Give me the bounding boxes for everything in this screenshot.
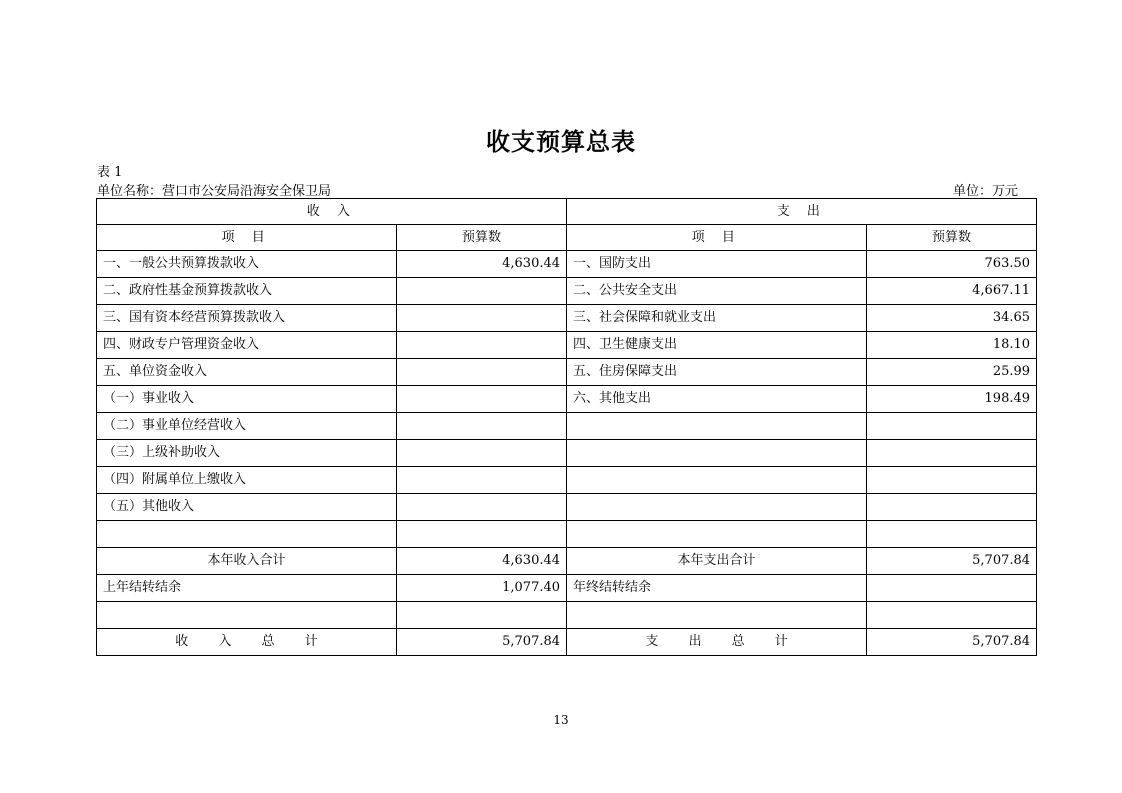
expense-item: 五、住房保障支出 (567, 359, 867, 386)
expense-item: 六、其他支出 (567, 386, 867, 413)
carryover-row (97, 575, 1037, 602)
page-number: 13 (553, 713, 569, 727)
expense-value: 198.49 (867, 386, 1037, 413)
income-item: （二）事业单位经营收入 (97, 413, 397, 440)
income-value (397, 494, 567, 521)
income-item: 一、一般公共预算拨款收入 (97, 251, 397, 278)
year-income-total-value: 4,630.44 (397, 548, 567, 575)
expense-item: 二、公共安全支出 (567, 278, 867, 305)
end-carryover-value (867, 575, 1037, 602)
expense-item (567, 467, 867, 494)
income-item: 四、财政专户管理资金收入 (97, 332, 397, 359)
end-carryover-label: 年终结转结余 (567, 575, 867, 602)
income-item-header: 项 目 (97, 225, 397, 251)
expense-item (567, 521, 867, 548)
income-value (397, 467, 567, 494)
table-row (97, 521, 1037, 548)
year-expense-total-value: 5,707.84 (867, 548, 1037, 575)
table-row (97, 494, 1037, 521)
income-value (397, 278, 567, 305)
expense-item (567, 494, 867, 521)
income-item: 三、国有资本经营预算拨款收入 (97, 305, 397, 332)
section-header-row (97, 199, 1037, 225)
table-row (97, 440, 1037, 467)
currency-unit: 单位：万元 (952, 184, 1018, 199)
budget-summary-table (96, 198, 1037, 656)
expense-item: 四、卫生健康支出 (567, 332, 867, 359)
income-item: （四）附属单位上缴收入 (97, 467, 397, 494)
income-value (397, 332, 567, 359)
income-item: （五）其他收入 (97, 494, 397, 521)
income-budget-header: 预算数 (397, 225, 567, 251)
prev-carryover-label: 上年结转结余 (97, 575, 397, 602)
table-row (97, 332, 1037, 359)
expense-value: 34.65 (867, 305, 1037, 332)
income-value (397, 440, 567, 467)
table-row (97, 251, 1037, 278)
expense-item (567, 440, 867, 467)
blank-row (97, 602, 1037, 629)
table-row (97, 386, 1037, 413)
grand-total-row (97, 629, 1037, 656)
income-item (97, 521, 397, 548)
unit-name: 单位名称：营口市公安局沿海安全保卫局 (97, 184, 332, 199)
expense-item (567, 413, 867, 440)
income-item: 二、政府性基金预算拨款收入 (97, 278, 397, 305)
expense-budget-header: 预算数 (867, 225, 1037, 251)
income-grand-total-value: 5,707.84 (397, 629, 567, 656)
table-row (97, 413, 1037, 440)
expense-value: 18.10 (867, 332, 1037, 359)
table-row (97, 305, 1037, 332)
year-expense-total-label: 本年支出合计 (567, 548, 867, 575)
expense-item: 一、国防支出 (567, 251, 867, 278)
income-item: 五、单位资金收入 (97, 359, 397, 386)
budget-table-body (97, 199, 1037, 656)
expense-grand-total-label: 支 出 总 计 (567, 629, 867, 656)
income-item: （三）上级补助收入 (97, 440, 397, 467)
expense-grand-total-value: 5,707.84 (867, 629, 1037, 656)
income-section-header: 收 入 (97, 199, 567, 225)
table-number: 表 1 (97, 165, 123, 180)
income-value (397, 521, 567, 548)
page-title: 收支预算总表 (486, 127, 636, 156)
income-value (397, 359, 567, 386)
prev-carryover-value: 1,077.40 (397, 575, 567, 602)
income-item: （一）事业收入 (97, 386, 397, 413)
column-header-row (97, 225, 1037, 251)
year-total-row (97, 548, 1037, 575)
expense-value (867, 521, 1037, 548)
expense-value (867, 467, 1037, 494)
income-value (397, 305, 567, 332)
expense-item-header: 项 目 (567, 225, 867, 251)
year-income-total-label: 本年收入合计 (97, 548, 397, 575)
expense-value: 763.50 (867, 251, 1037, 278)
expense-value (867, 494, 1037, 521)
income-grand-total-label: 收 入 总 计 (97, 629, 397, 656)
expense-item: 三、社会保障和就业支出 (567, 305, 867, 332)
table-row (97, 278, 1037, 305)
income-value (397, 413, 567, 440)
table-row (97, 467, 1037, 494)
expense-value (867, 413, 1037, 440)
table-row (97, 359, 1037, 386)
income-value (397, 386, 567, 413)
expense-value: 25.99 (867, 359, 1037, 386)
income-value: 4,630.44 (397, 251, 567, 278)
expense-value (867, 440, 1037, 467)
expense-section-header: 支 出 (567, 199, 1037, 225)
expense-value: 4,667.11 (867, 278, 1037, 305)
